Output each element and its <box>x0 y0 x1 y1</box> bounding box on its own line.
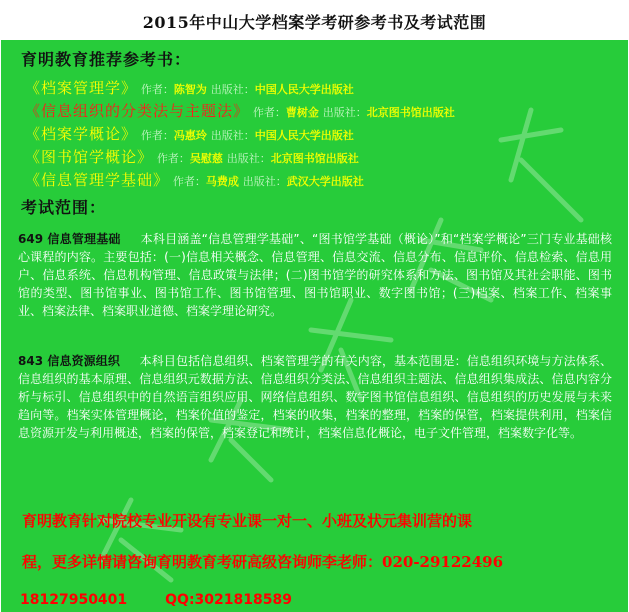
book-publisher: 武汉大学出版社 <box>286 175 364 188</box>
reference-item: 《信息组织的分类法与主题法》 作者：曹树金 出版社：北京图书馆出版社 <box>25 102 455 120</box>
page-title: 2015年中山大学档案学考研参考书及考试范围 <box>142 13 487 32</box>
book-author: 冯惠玲 <box>173 129 207 142</box>
book-author: 曹树金 <box>285 106 319 119</box>
book-author: 马费成 <box>205 175 239 188</box>
book-title: 《档案学概论》 <box>25 125 138 143</box>
scope-heading: 考试范围： <box>21 198 107 217</box>
promo-line-1: 育明教育针对院校专业开设有专业课一对一、小班及状元集训营的课 <box>22 512 473 530</box>
subject-649 <box>18 230 612 320</box>
book-author: 陈智为 <box>173 83 207 96</box>
reference-item: 《档案学概论》 作者：冯惠玲 出版社：中国人民大学出版社 <box>25 125 354 143</box>
phone-number: 18127950401 <box>20 592 128 608</box>
book-publisher: 中国人民大学出版社 <box>254 129 354 142</box>
reference-list <box>25 77 625 192</box>
subject-code: 649 信息管理基础 <box>18 232 121 246</box>
book-title: 《信息组织的分类法与主题法》 <box>25 102 250 120</box>
book-title: 《图书馆学概论》 <box>25 148 154 166</box>
book-title: 《档案管理学》 <box>25 79 138 97</box>
subject-843 <box>18 352 612 442</box>
book-publisher: 北京图书馆出版社 <box>366 106 455 119</box>
book-title: 《信息管理学基础》 <box>25 171 170 189</box>
book-publisher: 北京图书馆出版社 <box>270 152 359 165</box>
subject-description: 本科目包括信息组织、档案管理学的有关内容，基本范围是：信息组织环境与方法体系、信息组织的基本原理、信息组织元数据方法、信息组织分类法、信息组织主题法、信息组织集成法、信息内容分析与标引、信息组织中的自然语言组织应用、网络信息组织、数字图书馆信息组织、信息组织的历史发展与未来趋向等。档案实体管理概论，档案价值的鉴定，档案的收集，档案的整理，档案的保管，档案提供利用，档案信息资源开发与利用概述，档案的保管，档案登记和统计，档案信息化概论，电子文件管理，档案数字化等。 <box>18 354 612 440</box>
book-author: 吴慰慈 <box>189 152 223 165</box>
qq-number: QQ:3021818589 <box>165 592 292 608</box>
contact-info <box>20 592 292 608</box>
reference-item: 《信息管理学基础》 作者：马费成 出版社：武汉大学出版社 <box>25 171 364 189</box>
reference-item: 《图书馆学概论》 作者：吴慰慈 出版社：北京图书馆出版社 <box>25 148 359 166</box>
subject-code: 843 信息资源组织 <box>18 354 121 368</box>
book-publisher: 中国人民大学出版社 <box>254 83 354 96</box>
promo-line-2: 程，更多详情请咨询育明教育考研高级咨询师李老师：020-29122496 <box>22 553 504 571</box>
refs-heading: 育明教育推荐参考书： <box>21 50 192 69</box>
reference-item: 《档案管理学》 作者：陈智为 出版社：中国人民大学出版社 <box>25 79 354 97</box>
subject-description: 本科目涵盖“信息管理学基础”、“图书馆学基础（概论）”和“档案学概论”三门专业基础核心课程的内容。主要包括：(一)信息相关概念、信息管理、信息交流、信息分布、信息评价、信息检索、信息用户、信息系统、信息机构管理、信息政策与法律；(二)图书馆学的研究体系和方法、图书馆及其社会职能、图书馆的类型、图书馆事业、图书馆工作、图书馆管理、图书馆职业、数字图书馆；(三)档案、档案工作、档案事业、档案法律、档案职业道德、档案学理论研究。 <box>18 232 613 318</box>
